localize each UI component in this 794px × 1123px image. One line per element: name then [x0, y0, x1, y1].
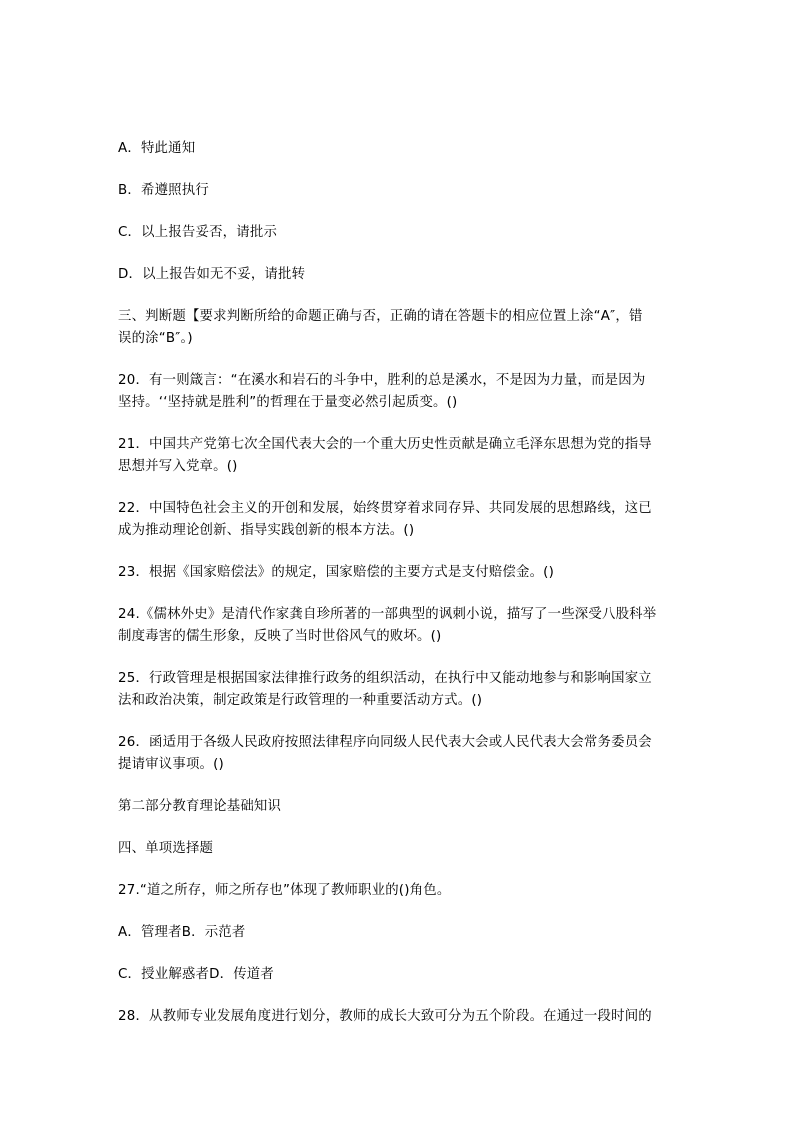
text-line: 误的涂“B″。) — [118, 331, 193, 346]
text-line: C．以上报告妥否，请批示 — [118, 225, 278, 240]
paragraph — [118, 922, 688, 944]
text-line: 24.《儒林外史》是清代作家龚自珍所著的一部典型的讽刺小说，描写了一些深受八股科举 — [118, 607, 657, 622]
paragraph — [118, 562, 688, 584]
text-line: 法和政治决策，制定政策是行政管理的一种重要活动方式。() — [118, 693, 483, 708]
paragraph — [118, 668, 688, 712]
text-line: A．管理者B．示范者 — [118, 925, 246, 940]
paragraph — [118, 880, 688, 902]
paragraph — [118, 838, 688, 860]
text-line: 28．从教师专业发展角度进行划分，教师的成长大致可分为五个阶段。在通过一段时间的 — [118, 1009, 652, 1024]
paragraph — [118, 370, 688, 414]
text-line: 25．行政管理是根据国家法律推行政务的组织活动，在执行中又能动地参与和影响国家立 — [118, 671, 652, 686]
text-line: 22．中国特色社会主义的开创和发展，始终贯穿着求同存异、共同发展的思想路线，这已 — [118, 501, 652, 516]
text-line: 23．根据《国家赔偿法》的规定，国家赔偿的主要方式是支付赔偿金。() — [118, 565, 555, 580]
paragraph — [118, 222, 688, 244]
text-line: 21．中国共产党第七次全国代表大会的一个重大历史性贡献是确立毛泽东思想为党的指导 — [118, 437, 652, 452]
paragraph — [118, 180, 688, 202]
document-body — [118, 138, 688, 1048]
text-line: D．以上报告如无不妥，请批转 — [118, 267, 306, 282]
text-line: 三、判断题【要求判断所给的命题正确与否，正确的请在答题卡的相应位置上涂“A″，错 — [118, 309, 643, 324]
text-line: 制度毒害的儒生形象，反映了当时世俗风气的败坏。() — [118, 629, 442, 644]
paragraph — [118, 138, 688, 160]
text-line: 26．函适用于各级人民政府按照法律程序向同级人民代表大会或人民代表大会常务委员会 — [118, 735, 652, 750]
text-line: 四、单项选择题 — [118, 841, 214, 856]
paragraph — [118, 604, 688, 648]
text-line: 坚持。‘‘坚持就是胜利”的哲理在于量变必然引起质变。() — [118, 395, 458, 410]
text-line: 成为推动理论创新、指导实践创新的根本方法。() — [118, 523, 415, 538]
text-line: A．特此通知 — [118, 141, 196, 156]
text-line: 第二部分教育理论基础知识 — [118, 799, 282, 814]
text-line: 提请审议事项。() — [118, 757, 224, 772]
paragraph — [118, 796, 688, 818]
paragraph — [118, 964, 688, 986]
text-line: 27.“道之所存，师之所存也”体现了教师职业的()角色。 — [118, 883, 451, 898]
paragraph — [118, 434, 688, 478]
paragraph — [118, 1006, 688, 1028]
text-line: B．希遵照执行 — [118, 183, 209, 198]
text-line: 20．有一则箴言：“在溪水和岩石的斗争中，胜利的总是溪水，不是因为力量，而是因为 — [118, 373, 646, 388]
paragraph — [118, 732, 688, 776]
text-line: C．授业解惑者D．传道者 — [118, 967, 274, 982]
text-line: 思想并写入党章。() — [118, 459, 238, 474]
paragraph — [118, 264, 688, 286]
paragraph — [118, 306, 688, 350]
paragraph — [118, 498, 688, 542]
